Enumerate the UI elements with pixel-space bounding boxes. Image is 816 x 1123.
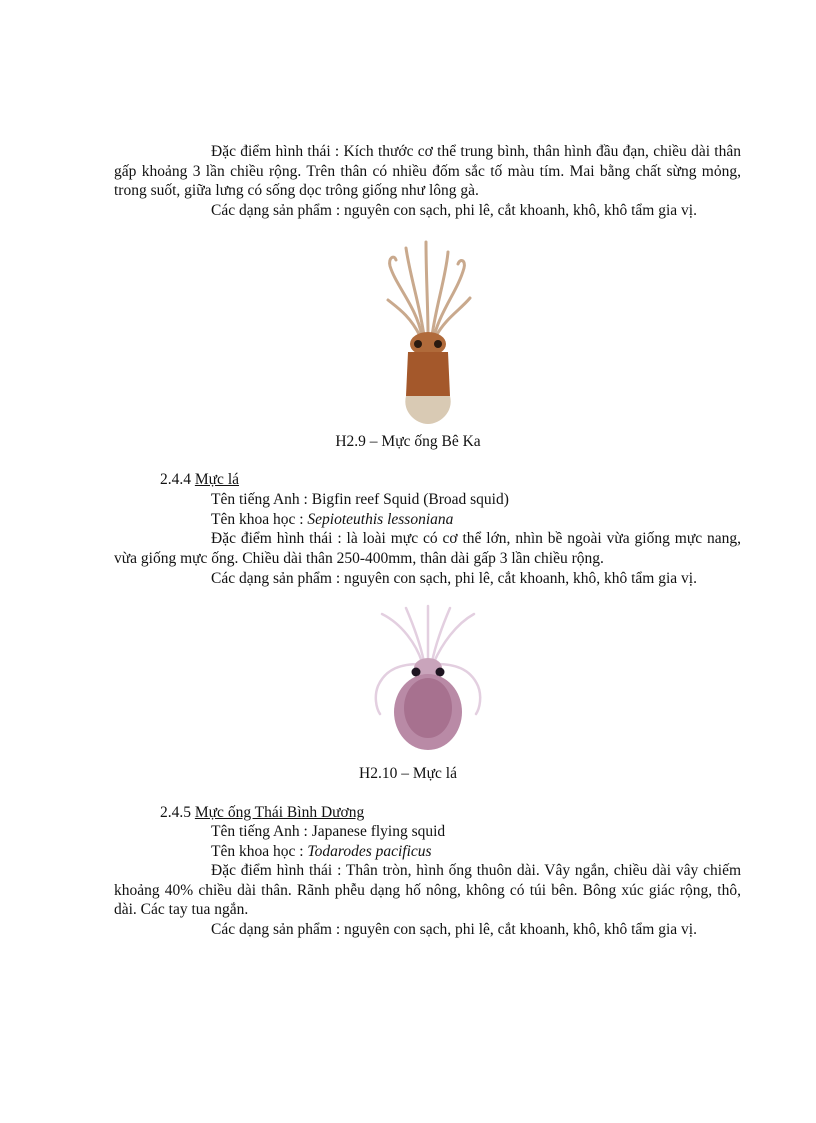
paragraph-products-pacific: Các dạng sản phẩm : nguyên con sạch, phi lê, cắt khoanh, khô, khô tẩm gia vị. [211, 921, 697, 938]
paragraph-morphology-pacific: Đặc điểm hình thái : Thân tròn, hình ống thuôn dài. Vây ngắn, chiều dài vây chiếm khoảng 40% chiều dài thân. Rãnh phễu dạng hố nông, không có túi bên. Bông xúc giác rộng, thô, dài. Các tay tua ngắn. [114, 862, 741, 918]
paragraph-morphology-beka: Đặc điểm hình thái : Kích thước cơ thể trung bình, thân hình đầu đạn, chiều dài thân gấp khoảng 3 lần chiều rộng. Trên thân có nhiều đốm sắc tố màu tím. Mai bằng chất sừng mỏng, trong suốt, giữa lưng có sống dọc trông giống như lông gà. [114, 143, 741, 199]
scientific-name: Sepioteuthis lessoniana [307, 511, 454, 528]
scientific-name-label: Tên khoa học : [211, 843, 308, 860]
figure-caption: H2.10 – Mực lá [359, 765, 457, 782]
section-title: Mực ống Thái Bình Dương [194, 804, 365, 821]
paragraph-products-beka: Các dạng sản phẩm : nguyên con sạch, phi lê, cắt khoanh, khô, khô tẩm gia vị. [211, 202, 697, 219]
scientific-name-line [211, 510, 453, 530]
section-heading [160, 803, 364, 823]
section-title: Mực lá [194, 471, 239, 488]
scientific-name: Todarodes pacificus [307, 843, 432, 860]
paragraph-products-mucla: Các dạng sản phẩm : nguyên con sạch, phi lê, cắt khoanh, khô, khô tẩm gia vị. [211, 570, 697, 587]
english-name: Tên tiếng Anh : Japanese flying squid [211, 823, 446, 840]
scientific-name-label: Tên khoa học : [211, 511, 308, 528]
scientific-name-line [211, 842, 432, 862]
squid-mucla-image [372, 604, 484, 758]
figure-caption: H2.9 – Mực ống Bê Ka [335, 433, 481, 450]
english-name: Tên tiếng Anh : Bigfin reef Squid (Broad squid) [211, 491, 509, 508]
paragraph-morphology-mucla: Đặc điểm hình thái : là loài mực có cơ thể lớn, nhìn bề ngoài vừa giống mực nang, vừa giống mực ống. Chiều dài thân 250-400mm, thân dài gấp 3 lần chiều rộng. [114, 530, 741, 567]
section-heading [160, 470, 239, 490]
section-number: 2.4.4 [160, 471, 191, 488]
section-number: 2.4.5 [160, 804, 191, 821]
squid-beka-image [376, 236, 480, 428]
